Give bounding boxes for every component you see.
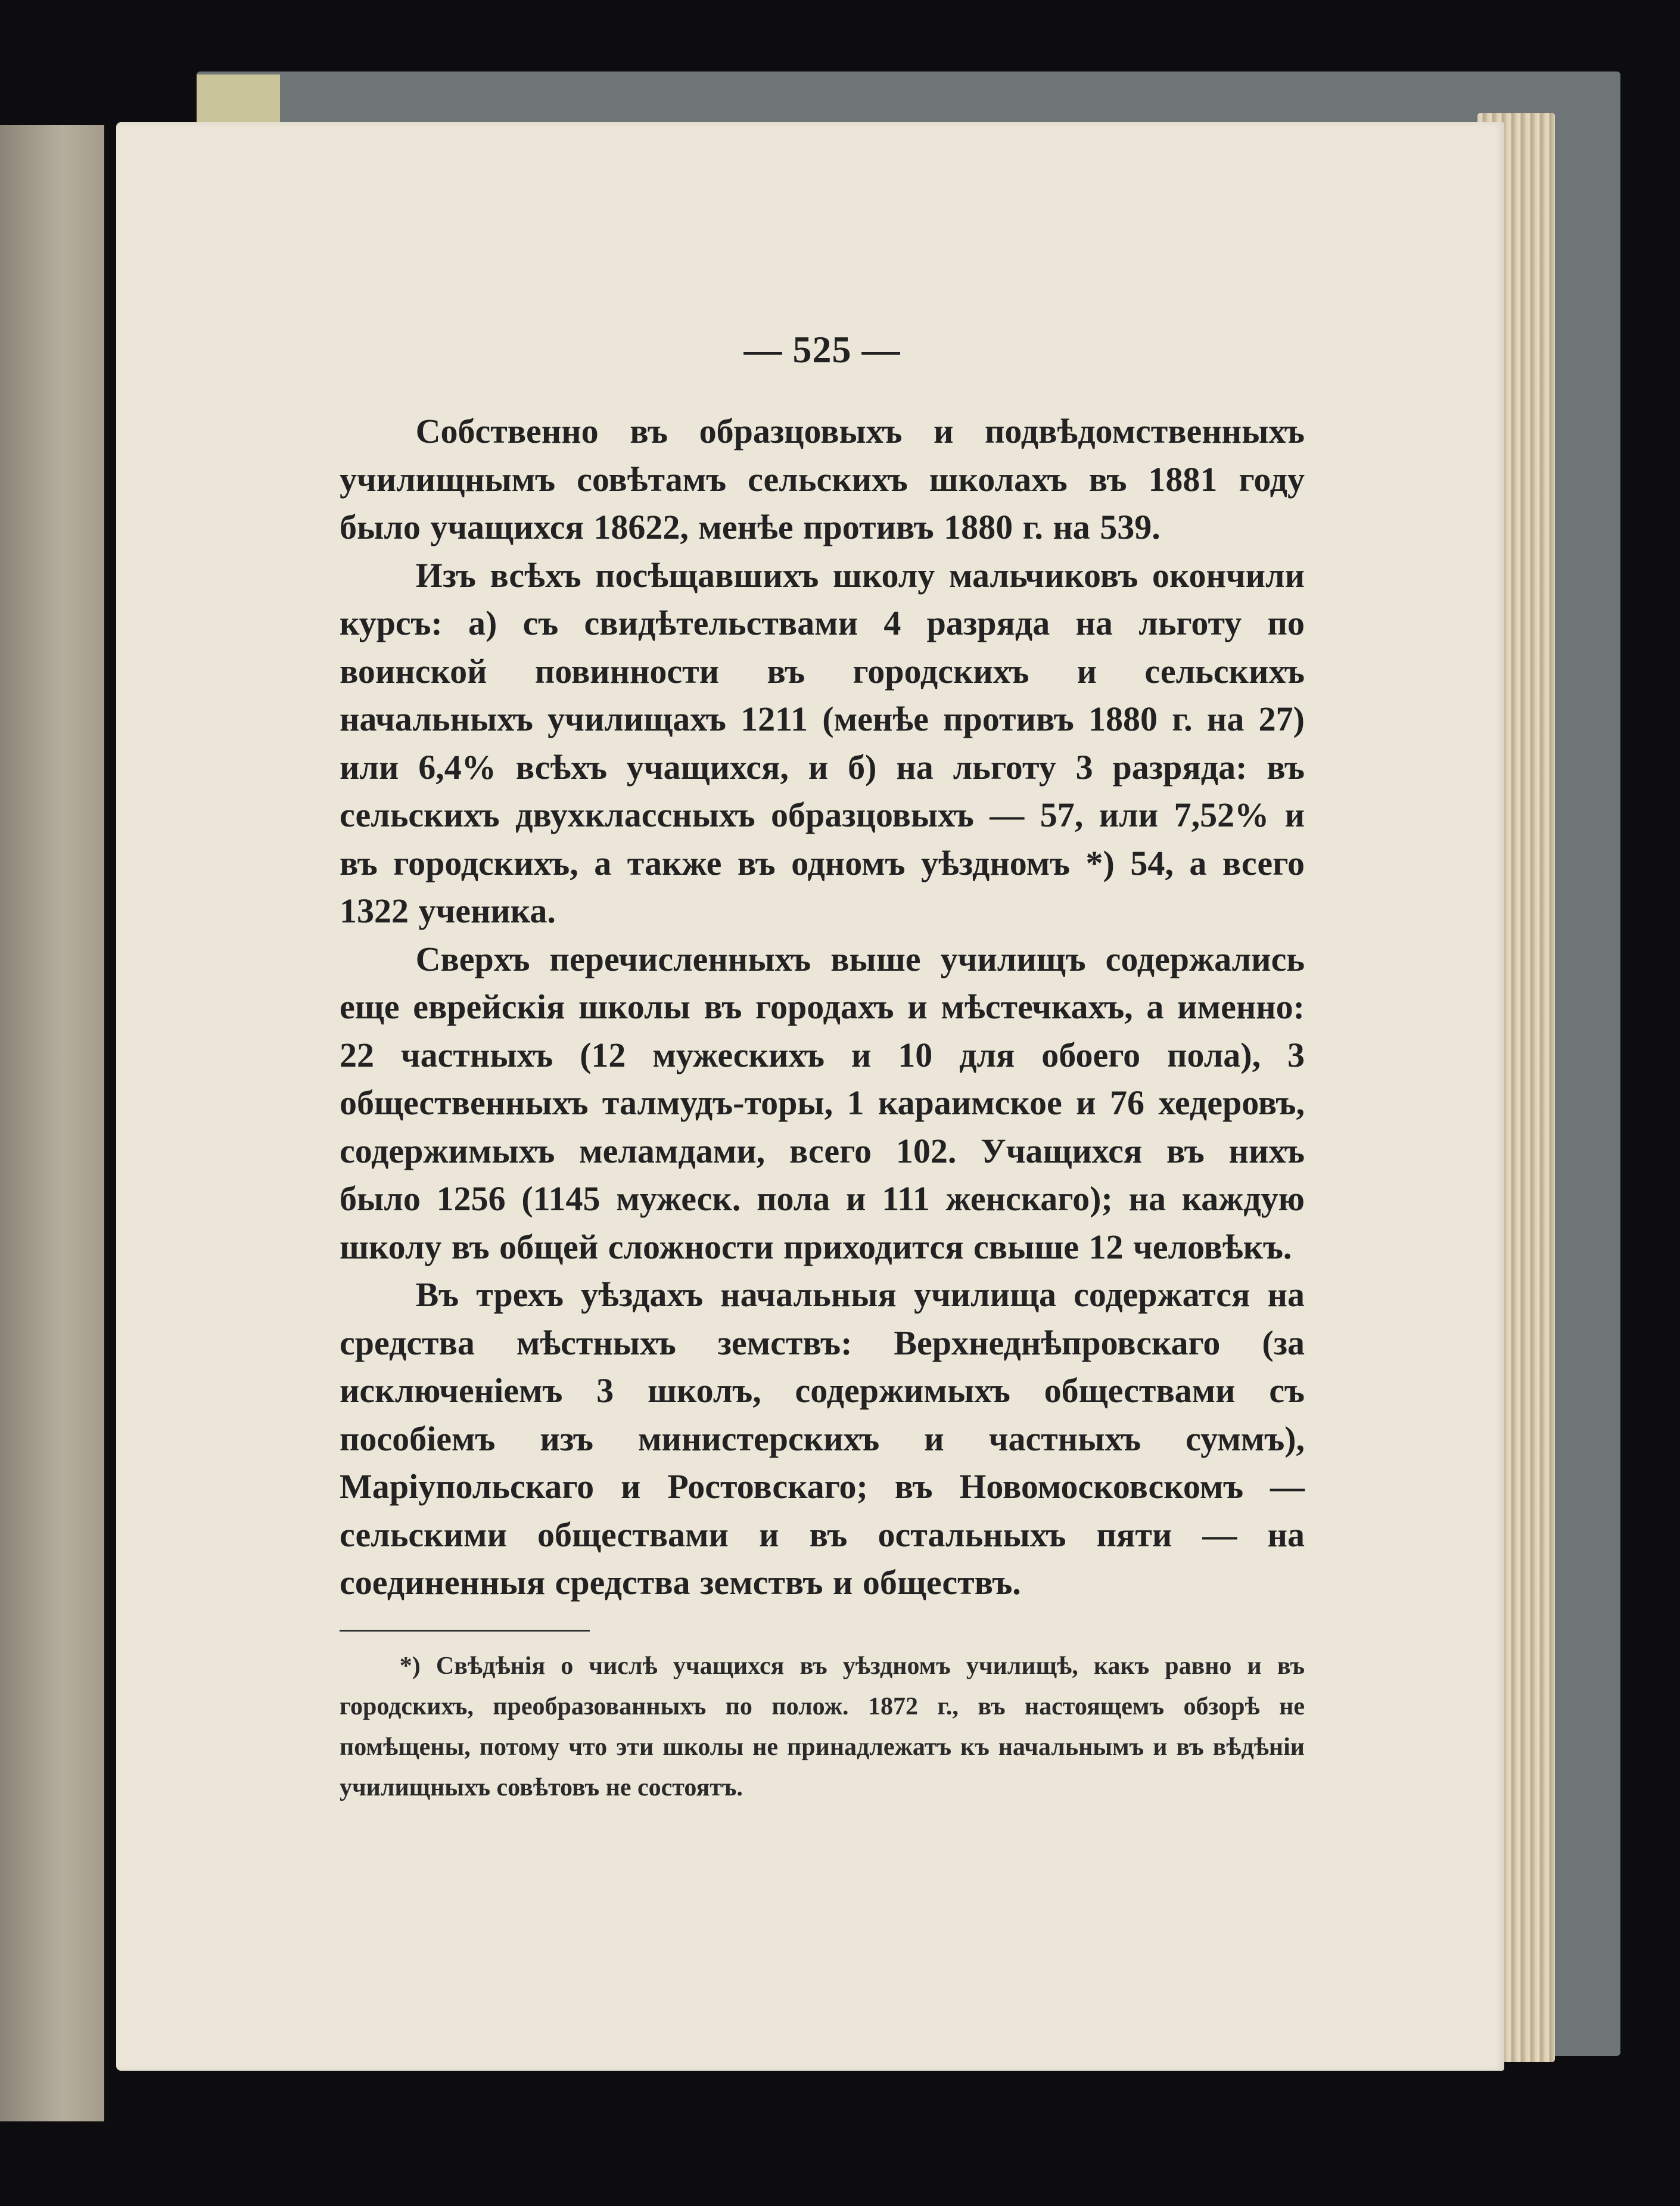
footnote-divider [340, 1630, 590, 1632]
text-block [340, 328, 1305, 1808]
book-page [116, 122, 1504, 2071]
paragraph: Собственно въ образцовыхъ и подвѣдомственныхъ училищнымъ совѣтамъ сельскихъ школахъ въ 1881 году было учащихся 18622, менѣе противъ 1880 г. на 539. [340, 412, 1305, 546]
left-page-edge [0, 125, 104, 2121]
footnote: *) Свѣдѣнія о числѣ учащихся въ уѣздномъ училищѣ, какъ равно и въ городскихъ, преобразованныхъ по полож. 1872 г., въ настоящемъ обзорѣ не помѣщены, потому что эти школы не принадлежатъ къ начальнымъ и въ вѣдѣніи училищныхъ совѣтовъ не состоятъ. [340, 1652, 1305, 1801]
paragraph: Изъ всѣхъ посѣщавшихъ школу мальчиковъ окончили курсъ: а) съ свидѣтельствами 4 разряда на льготу по воинской повинности въ городскихъ и сельскихъ начальныхъ училищахъ 1211 (менѣе противъ 1880 г. на 27) или 6,4% всѣхъ учащихся, и б) на льготу 3 разряда: въ сельскихъ двухклассныхъ образцовыхъ — 57, или 7,52% и въ городскихъ, а также въ одномъ уѣздномъ *) 54, а всего 1322 ученика. [340, 555, 1305, 930]
page-number: — 525 — [743, 328, 901, 371]
paragraph: Въ трехъ уѣздахъ начальныя училища содержатся на средства мѣстныхъ земствъ: Верхнеднѣпровскаго (за исключеніемъ 3 школъ, содержимыхъ обществами съ пособіемъ изъ министерскихъ и частныхъ суммъ), Маріупольскаго и Ростовскаго; въ Новомосковскомъ — сельскими обществами и въ остальныхъ пяти — на соединенныя средства земствъ и обществъ. [340, 1275, 1305, 1602]
paragraph: Сверхъ перечисленныхъ выше училищъ содержались еще еврейскія школы въ городахъ и мѣстечкахъ, а именно: 22 частныхъ (12 мужескихъ и 10 для обоего пола), 3 общественныхъ талмудъ-торы, 1 караимское и 76 хедеровъ, содержимыхъ меламдами, всего 102. Учащихся въ нихъ было 1256 (1145 мужеск. пола и 111 женскаго); на каждую школу въ общей сложности приходится свыше 12 человѣкъ. [340, 939, 1305, 1266]
